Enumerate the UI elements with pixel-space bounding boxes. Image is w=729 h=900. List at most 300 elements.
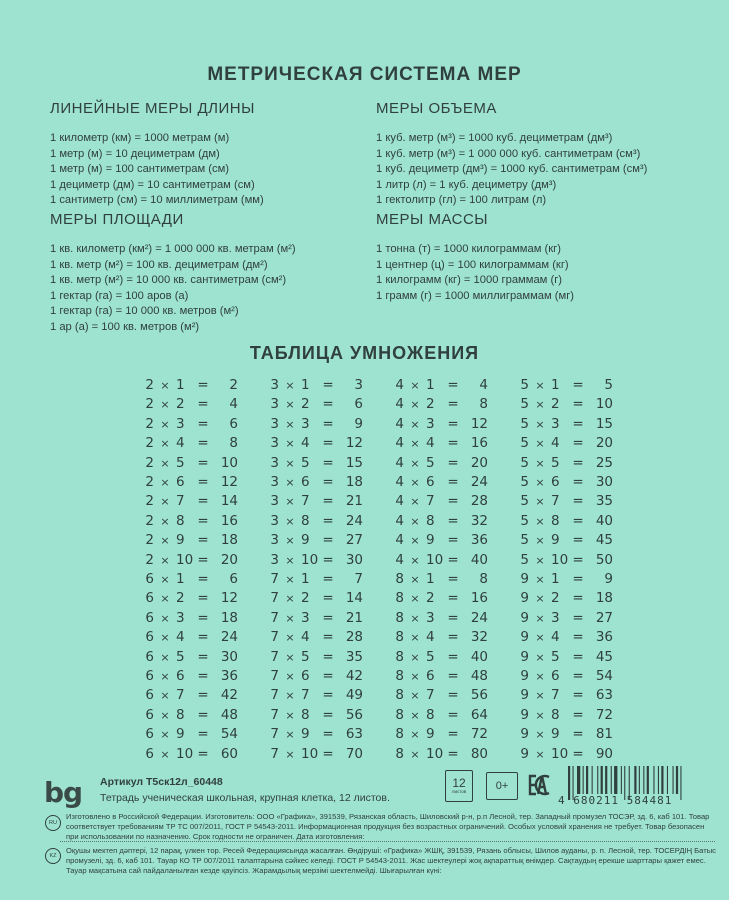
factor-b: 3 (176, 415, 185, 432)
factor-b: 6 (176, 473, 185, 490)
times-sign: × (535, 514, 545, 528)
times-sign: × (410, 456, 420, 470)
barcode-bar (647, 766, 649, 794)
multiplication-row (265, 376, 385, 395)
barcode-number: 4 680211 584481 (558, 794, 673, 807)
multiplication-row (265, 473, 385, 492)
measure-line: 1 кв. метр (м²) = 10 000 кв. сантиметрам (см²) (50, 274, 287, 287)
equals-sign: = (447, 493, 459, 510)
equals-sign: = (572, 609, 584, 626)
equals-sign: = (572, 687, 584, 704)
product: 12 (470, 415, 488, 432)
factor-a: 3 (270, 454, 279, 471)
times-sign: × (535, 669, 545, 683)
factor-a: 4 (395, 512, 404, 529)
factor-a: 3 (270, 551, 279, 568)
equals-sign: = (447, 473, 459, 490)
factor-b: 6 (176, 667, 185, 684)
barcode-bar (605, 766, 607, 794)
product: 50 (595, 551, 613, 568)
factor-a: 4 (395, 532, 404, 549)
barcode-bar (601, 766, 603, 794)
factor-a: 6 (145, 667, 154, 684)
factor-b: 4 (551, 435, 560, 452)
times-sign: × (535, 417, 545, 431)
equals-sign: = (447, 396, 459, 413)
barcode-bar (676, 766, 678, 794)
equals-sign: = (572, 726, 584, 743)
equals-sign: = (322, 629, 334, 646)
product: 12 (220, 590, 238, 607)
measure-line: 1 куб. метр (м³) = 1 000 000 куб. сантиметрам (см³) (376, 147, 641, 160)
multiplication-row (140, 725, 260, 744)
times-sign: × (535, 689, 545, 703)
equals-sign: = (572, 532, 584, 549)
equals-sign: = (197, 590, 209, 607)
factor-a: 8 (395, 609, 404, 626)
measure-line: 1 метр (м) = 10 дециметрам (дм) (50, 147, 220, 160)
equals-sign: = (322, 473, 334, 490)
times-sign: × (535, 553, 545, 567)
factor-a: 3 (270, 396, 279, 413)
factor-a: 9 (520, 726, 529, 743)
product: 90 (595, 745, 613, 762)
product: 28 (470, 493, 488, 510)
factor-a: 8 (395, 745, 404, 762)
multiplication-title: ТАБЛИЦА УМНОЖЕНИЯ (249, 343, 480, 363)
factor-a: 8 (395, 571, 404, 587)
factor-a: 8 (395, 706, 404, 723)
equals-sign: = (197, 435, 209, 452)
multiplication-row (265, 628, 385, 647)
factor-a: 8 (395, 629, 404, 646)
multiplication-row (265, 531, 385, 550)
factor-b: 8 (176, 512, 185, 529)
factor-b: 6 (301, 473, 310, 490)
factor-b: 8 (426, 512, 435, 529)
product: 18 (345, 473, 363, 490)
factor-a: 7 (270, 706, 279, 723)
times-sign: × (160, 417, 170, 431)
equals-sign: = (197, 512, 209, 529)
times-sign: × (285, 514, 295, 528)
factor-b: 8 (551, 706, 560, 723)
sheets-count-badge (445, 770, 473, 802)
times-sign: × (535, 728, 545, 742)
multiplication-row (265, 415, 385, 434)
product: 72 (595, 706, 613, 723)
factor-b: 4 (301, 629, 310, 646)
factor-a: 7 (270, 745, 279, 762)
multiplication-row (390, 376, 510, 395)
product: 4 (479, 377, 488, 393)
factor-b: 3 (551, 415, 560, 432)
equals-sign: = (197, 473, 209, 490)
product: 24 (220, 629, 238, 646)
barcode-bar (680, 766, 681, 800)
equals-sign: = (197, 745, 209, 762)
factor-b: 4 (426, 435, 435, 452)
multiplication-row (515, 551, 635, 570)
times-sign: × (410, 631, 420, 645)
barcode-bar (667, 766, 668, 794)
equals-sign: = (572, 454, 584, 471)
times-sign: × (160, 611, 170, 625)
factor-a: 3 (270, 435, 279, 452)
factor-b: 10 (551, 745, 569, 762)
times-sign: × (535, 708, 545, 722)
section-title: МЕРЫ ОБЪЕМА (376, 100, 497, 117)
times-sign: × (160, 573, 170, 586)
factor-b: 6 (426, 667, 435, 684)
product: 25 (595, 454, 613, 471)
times-sign: × (285, 495, 295, 509)
product: 30 (595, 473, 613, 490)
multiplication-row (515, 686, 635, 705)
factor-a: 6 (145, 571, 154, 587)
factor-a: 4 (395, 493, 404, 510)
multiplication-row (140, 609, 260, 628)
factor-a: 6 (145, 629, 154, 646)
factor-a: 6 (145, 590, 154, 607)
factor-a: 8 (395, 590, 404, 607)
multiplication-row (265, 551, 385, 570)
section-volume (376, 100, 647, 209)
equals-sign: = (447, 377, 459, 393)
times-sign: × (285, 534, 295, 548)
multiplication-row (515, 609, 635, 628)
times-sign: × (410, 514, 420, 528)
multiplication-row (265, 706, 385, 725)
multiplication-row (265, 589, 385, 608)
barcode-bar (597, 766, 598, 794)
product: 24 (345, 512, 363, 529)
multiplication-row (390, 492, 510, 511)
multiplication-row (515, 628, 635, 647)
product: 16 (220, 512, 238, 529)
equals-sign: = (572, 473, 584, 490)
times-sign: × (160, 495, 170, 509)
factor-b: 7 (301, 493, 310, 510)
multiplication-row (515, 589, 635, 608)
product: 12 (220, 473, 238, 490)
factor-a: 9 (520, 590, 529, 607)
times-sign: × (410, 747, 420, 761)
product: 27 (345, 532, 363, 549)
equals-sign: = (197, 687, 209, 704)
factor-b: 3 (551, 609, 560, 626)
multiplication-row (515, 648, 635, 667)
times-sign: × (535, 534, 545, 548)
product: 30 (345, 551, 363, 568)
sheets-label: листов (451, 789, 467, 794)
times-sign: × (160, 728, 170, 742)
times-sign: × (410, 437, 420, 451)
product: 5 (604, 377, 613, 393)
barcode-bar (583, 766, 584, 794)
factor-a: 4 (395, 396, 404, 413)
product: 6 (229, 571, 238, 587)
product: 45 (595, 532, 613, 549)
times-sign: × (410, 417, 420, 431)
factor-b: 5 (301, 454, 310, 471)
times-sign: × (160, 514, 170, 528)
factor-a: 4 (395, 454, 404, 471)
equals-sign: = (447, 512, 459, 529)
times-sign: × (535, 495, 545, 509)
kz-icon: KZ (45, 848, 61, 864)
measure-line: 1 километр (км) = 1000 метрам (м) (50, 132, 230, 144)
product: 18 (595, 590, 613, 607)
product: 32 (470, 629, 488, 646)
equals-sign: = (197, 415, 209, 432)
factor-a: 5 (520, 377, 529, 393)
factor-a: 2 (145, 396, 154, 413)
factor-b: 2 (426, 396, 435, 413)
equals-sign: = (572, 551, 584, 568)
measure-line: 1 тонна (т) = 1000 килограммам (кг) (376, 243, 561, 255)
factor-b: 4 (426, 629, 435, 646)
factor-a: 6 (145, 706, 154, 723)
equals-sign: = (322, 415, 334, 432)
factor-a: 8 (395, 726, 404, 743)
times-sign: × (535, 398, 545, 412)
measure-line: 1 куб. метр (м³) = 1000 куб. дециметрам (дм³) (376, 132, 613, 144)
equals-sign: = (572, 667, 584, 684)
barcode-bar (673, 766, 674, 794)
product: 56 (470, 687, 488, 704)
multiplication-block (265, 376, 385, 570)
multiplication-row (515, 706, 635, 725)
factor-b: 8 (301, 512, 310, 529)
factor-b: 7 (301, 687, 310, 704)
multiplication-row (140, 570, 260, 589)
barcode-bar (643, 766, 644, 794)
factor-b: 1 (426, 571, 435, 587)
equals-sign: = (447, 435, 459, 452)
factor-b: 10 (301, 551, 319, 568)
product: 30 (220, 648, 238, 665)
factor-a: 2 (145, 551, 154, 568)
times-sign: × (410, 573, 420, 586)
product: 3 (354, 377, 363, 393)
measure-line: 1 килограмм (кг) = 1000 граммам (г) (376, 274, 562, 287)
equals-sign: = (322, 745, 334, 762)
times-sign: × (160, 437, 170, 451)
barcode-bar (614, 766, 617, 794)
factor-a: 6 (145, 745, 154, 762)
equals-sign: = (197, 377, 209, 393)
measure-line: 1 гектолитр (гл) = 100 литрам (л) (376, 194, 547, 207)
equals-sign: = (447, 667, 459, 684)
factor-b: 8 (176, 706, 185, 723)
multiplication-block (515, 376, 635, 570)
multiplication-row (140, 473, 260, 492)
product: 20 (220, 551, 238, 568)
multiplication-row (390, 725, 510, 744)
section-title: МЕРЫ МАССЫ (376, 211, 489, 228)
factor-b: 2 (301, 590, 310, 607)
times-sign: × (535, 437, 545, 451)
times-sign: × (160, 650, 170, 664)
factor-a: 7 (270, 609, 279, 626)
times-sign: × (285, 398, 295, 412)
ru-legal-text: Изготовлено в Российской Федерации. Изготовитель: ООО «Графика», 391539, Рязанская область, Шиловский р-н, р.п Лесной, тер. Западный промузел ТОСЭР, зд. 6, каб 101. Товар соответствует требованиям ТР ТС 007/2011, ГОСТ Р 54543-2011. Информационная продукция без возрастных ограничений. Особых условий хранения не требует. Товар безопасен при использовании по назначению. Срок годности не ограничен. Дата изготовления: (66, 812, 710, 841)
measure-line: 1 метр (м) = 100 сантиметрам (см) (50, 163, 230, 176)
multiplication-row (515, 570, 635, 589)
equals-sign: = (322, 512, 334, 529)
factor-b: 9 (551, 726, 560, 743)
times-sign: × (535, 631, 545, 645)
article-number: Артикул Т5ск12л_60448 (100, 776, 223, 788)
barcode-bar (653, 766, 654, 794)
factor-b: 2 (301, 396, 310, 413)
factor-a: 5 (520, 396, 529, 413)
equals-sign: = (322, 454, 334, 471)
measure-line: 1 гектар (га) = 10 000 кв. метров (м²) (50, 305, 239, 318)
times-sign: × (410, 611, 420, 625)
multiplication-row (390, 570, 510, 589)
multiplication-block (390, 570, 510, 764)
times-sign: × (285, 379, 295, 392)
times-sign: × (285, 417, 295, 431)
product: 63 (595, 687, 613, 704)
factor-b: 2 (176, 590, 185, 607)
brand-logo: bg (44, 776, 83, 809)
factor-b: 1 (301, 377, 310, 393)
factor-b: 8 (301, 706, 310, 723)
factor-a: 3 (270, 377, 279, 393)
equals-sign: = (322, 435, 334, 452)
product: 20 (470, 454, 488, 471)
factor-b: 10 (301, 745, 319, 762)
multiplication-row (515, 434, 635, 453)
times-sign: × (285, 592, 295, 606)
times-sign: × (410, 689, 420, 703)
multiplication-row (390, 473, 510, 492)
product: 54 (595, 667, 613, 684)
times-sign: × (410, 669, 420, 683)
times-sign: × (535, 650, 545, 664)
factor-b: 9 (301, 532, 310, 549)
barcode-bar (658, 766, 659, 794)
factor-b: 5 (551, 454, 560, 471)
multiplication-row (140, 454, 260, 473)
equals-sign: = (197, 551, 209, 568)
eac-mark-icon (528, 772, 556, 798)
section-title: МЕРЫ ПЛОЩАДИ (50, 211, 184, 228)
product: 7 (354, 571, 363, 587)
factor-b: 10 (426, 745, 444, 762)
barcode-bar (611, 766, 612, 794)
multiplication-row (390, 686, 510, 705)
times-sign: × (410, 475, 420, 489)
product: 10 (595, 396, 613, 413)
factor-a: 8 (395, 667, 404, 684)
equals-sign: = (572, 512, 584, 529)
barcode-bar (586, 766, 588, 794)
product: 12 (345, 435, 363, 452)
factor-a: 9 (520, 745, 529, 762)
factor-a: 7 (270, 571, 279, 587)
multiplication-row (390, 434, 510, 453)
times-sign: × (285, 728, 295, 742)
times-sign: × (535, 747, 545, 761)
section-area (50, 211, 296, 336)
product: 45 (595, 648, 613, 665)
factor-a: 8 (395, 687, 404, 704)
factor-a: 9 (520, 629, 529, 646)
barcode-bar (592, 766, 593, 794)
times-sign: × (535, 379, 545, 392)
factor-a: 3 (270, 512, 279, 529)
multiplication-row (390, 512, 510, 531)
multiplication-row (390, 667, 510, 686)
multiplication-row (390, 551, 510, 570)
sheets-count: 12 (452, 776, 466, 790)
multiplication-row (265, 492, 385, 511)
times-sign: × (285, 747, 295, 761)
times-sign: × (410, 379, 420, 392)
measure-line: 1 кв. километр (км²) = 1 000 000 кв. метрам (м²) (50, 243, 296, 255)
factor-b: 5 (551, 648, 560, 665)
multiplication-row (140, 492, 260, 511)
multiplication-row (140, 531, 260, 550)
equals-sign: = (447, 706, 459, 723)
factor-a: 4 (395, 473, 404, 490)
multiplication-block (265, 570, 385, 764)
multiplication-row (140, 415, 260, 434)
times-sign: × (285, 553, 295, 567)
factor-a: 4 (395, 551, 404, 568)
divider (60, 841, 715, 842)
times-sign: × (160, 708, 170, 722)
times-sign: × (160, 553, 170, 567)
product: 6 (354, 396, 363, 413)
times-sign: × (160, 747, 170, 761)
product: 36 (470, 532, 488, 549)
equals-sign: = (197, 454, 209, 471)
product: 9 (354, 415, 363, 432)
factor-b: 4 (551, 629, 560, 646)
factor-b: 9 (176, 532, 185, 549)
times-sign: × (160, 669, 170, 683)
measure-line: 1 центнер (ц) = 100 килограммам (кг) (376, 258, 569, 271)
times-sign: × (160, 689, 170, 703)
times-sign: × (410, 650, 420, 664)
times-sign: × (410, 398, 420, 412)
factor-a: 9 (520, 687, 529, 704)
multiplication-row (265, 609, 385, 628)
factor-b: 3 (426, 415, 435, 432)
times-sign: × (285, 611, 295, 625)
multiplication-row (265, 686, 385, 705)
product: 8 (229, 435, 238, 452)
multiplication-block (515, 570, 635, 764)
product: 36 (595, 629, 613, 646)
multiplication-row (140, 512, 260, 531)
equals-sign: = (447, 571, 459, 587)
factor-b: 10 (176, 551, 194, 568)
multiplication-row (515, 473, 635, 492)
equals-sign: = (447, 648, 459, 665)
multiplication-row (265, 512, 385, 531)
factor-a: 7 (270, 590, 279, 607)
factor-a: 4 (395, 435, 404, 452)
factor-a: 2 (145, 377, 154, 393)
barcode-bar (577, 766, 580, 794)
product: 63 (345, 726, 363, 743)
